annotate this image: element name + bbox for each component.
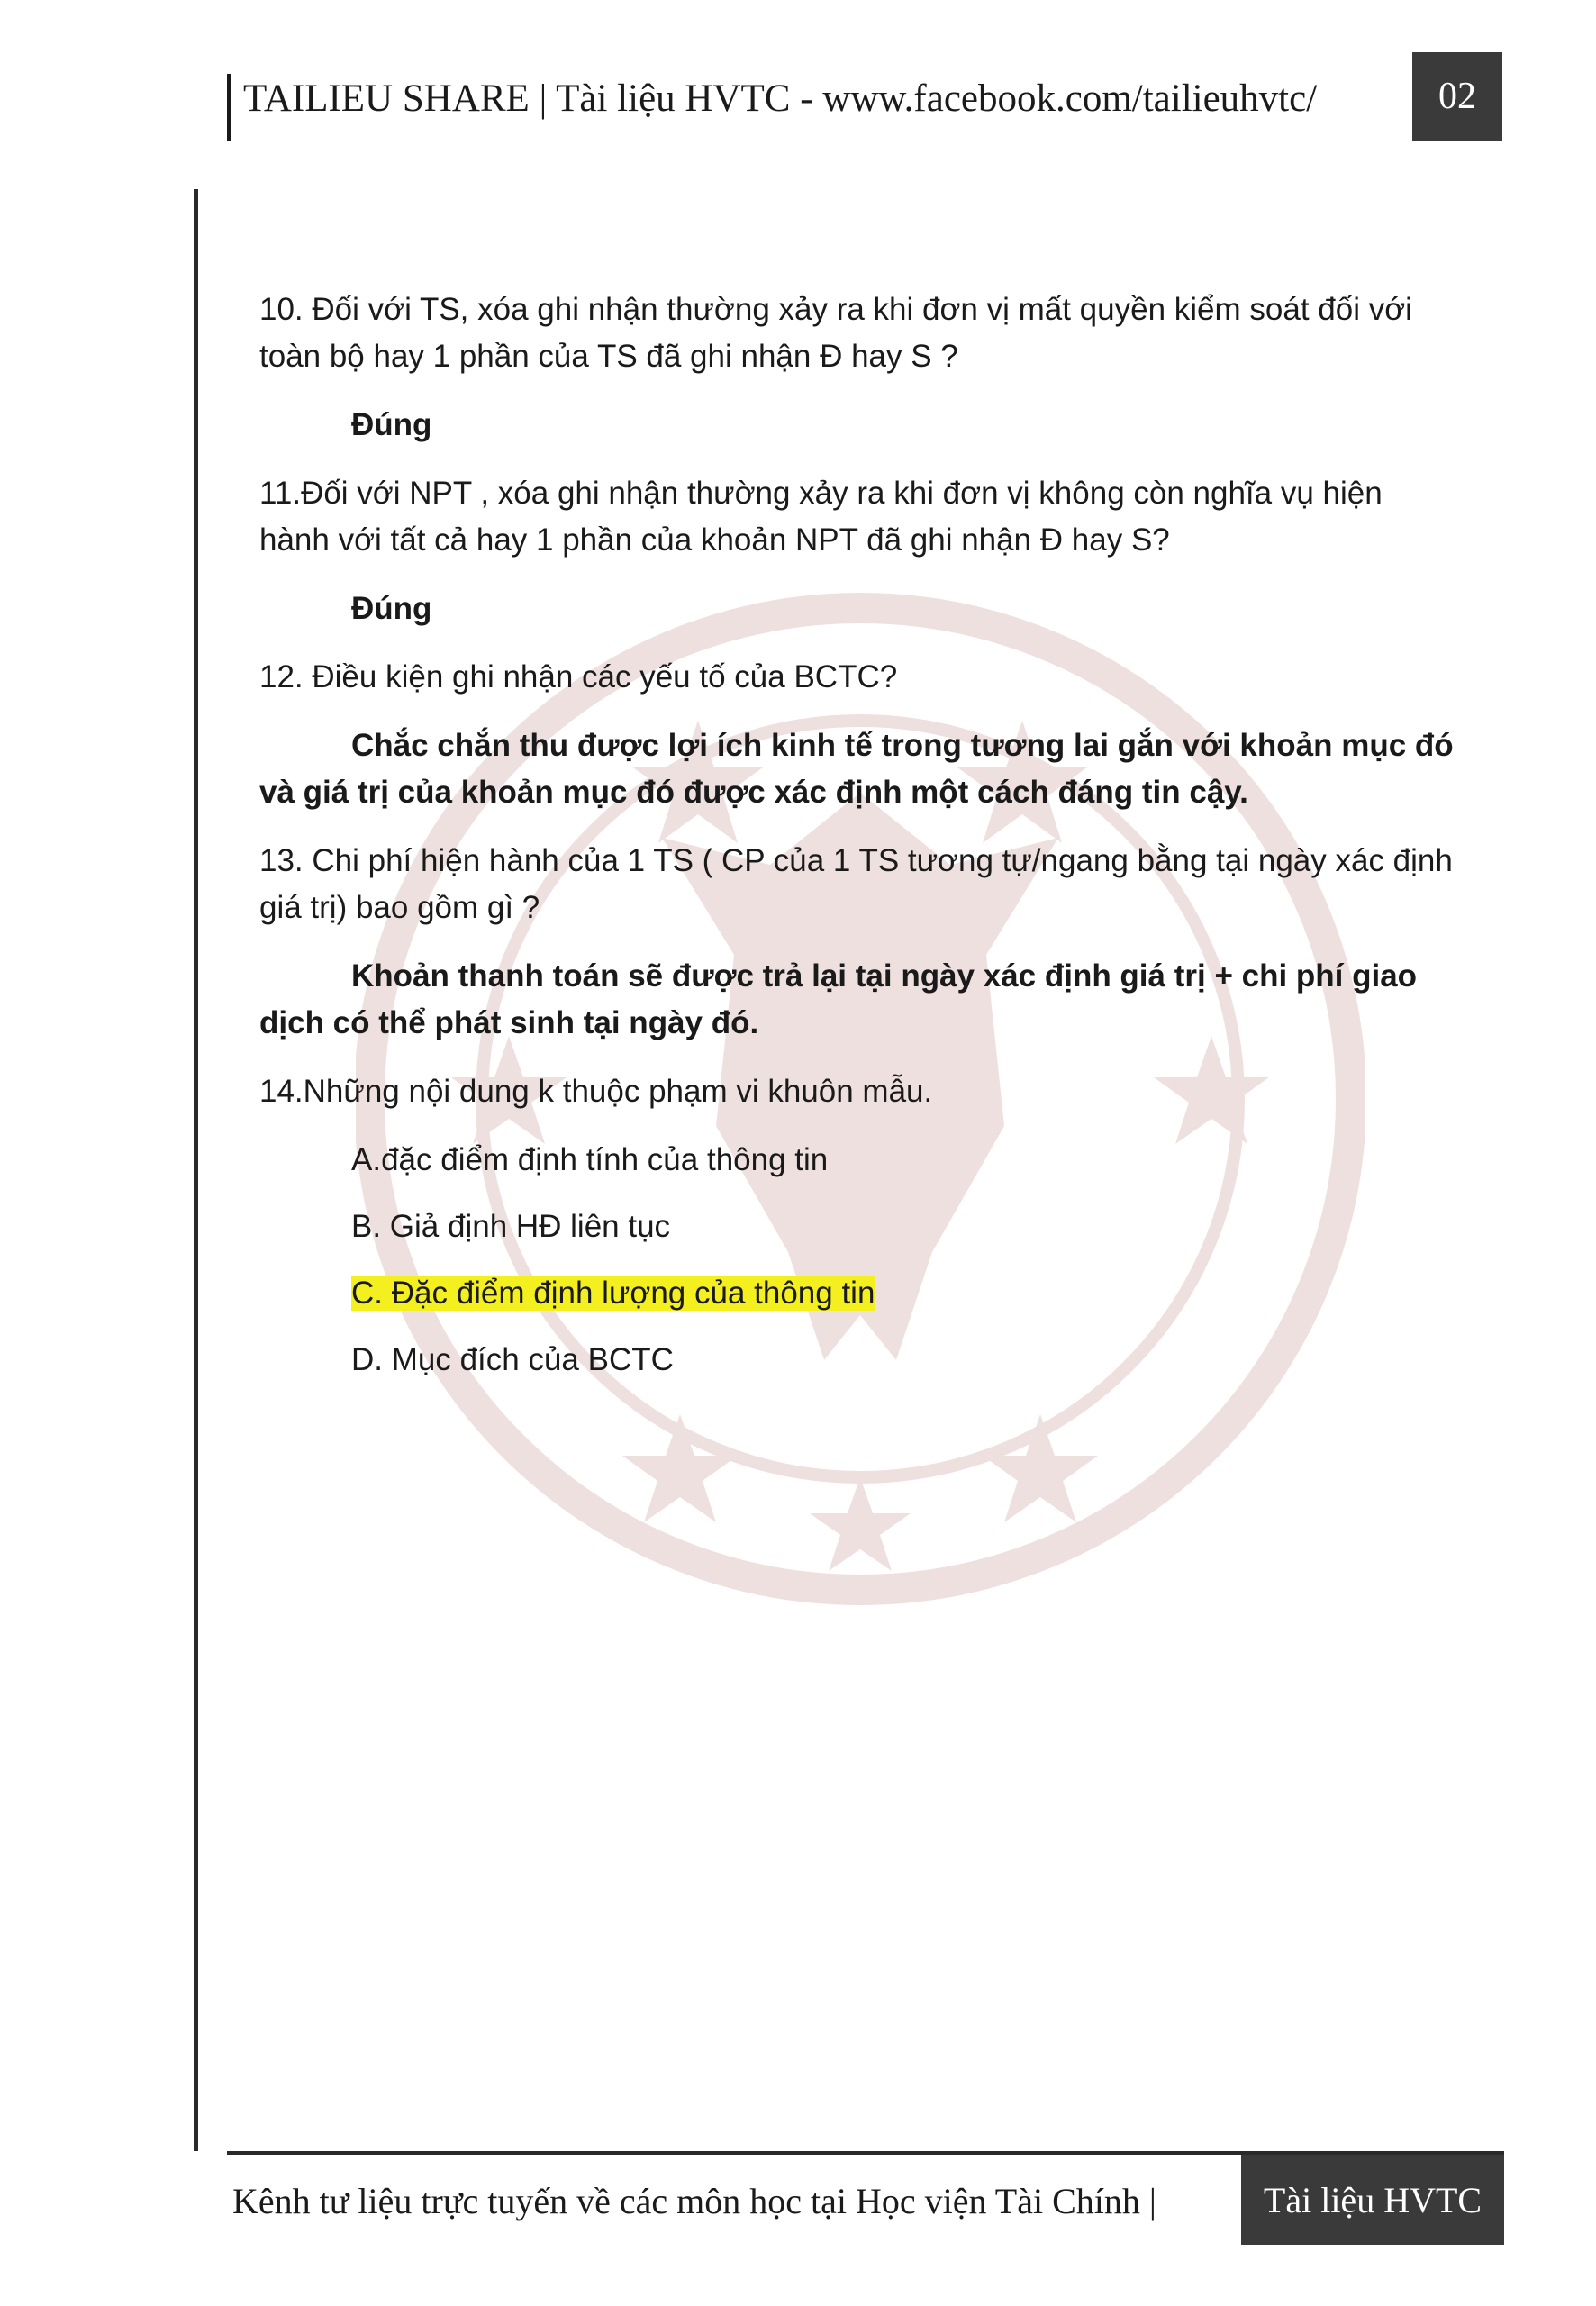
question-12: 12. Điều kiện ghi nhận các yếu tố của BCTC? bbox=[259, 659, 898, 695]
answer-13: Khoản thanh toán sẽ được trả lại tại ngày xác định giá trị + chi phí giao dịch có thể phát sinh tại ngày đó. bbox=[259, 958, 1418, 1040]
option-c-highlighted bbox=[351, 1270, 1457, 1317]
option-d-text: D. Mục đích của BCTC bbox=[351, 1342, 674, 1377]
answer-11: Đúng bbox=[351, 591, 432, 626]
answer-12: Chắc chắn thu được lợi ích kinh tế trong tương lai gắn với khoản mục đó và giá trị của khoản mục đó được xác định một cách đáng tin cậy. bbox=[259, 728, 1454, 810]
option-a-text: A.đặc điểm định tính của thông tin bbox=[351, 1142, 829, 1177]
option-b-text: B. Giả định HĐ liên tục bbox=[351, 1209, 671, 1244]
option-d bbox=[351, 1337, 1457, 1384]
header-title: TAILIEU SHARE | Tài liệu HVTC - www.facebook.com/tailieuhvtc/ bbox=[243, 77, 1318, 120]
left-margin-rule bbox=[194, 189, 198, 2151]
question-14: 14.Những nội dung k thuộc phạm vi khuôn mẫu. bbox=[259, 1074, 933, 1109]
header-accent-bar bbox=[227, 74, 231, 141]
question-13: 13. Chi phí hiện hành của 1 TS ( CP của 1 TS tương tự/ngang bằng tại ngày xác định giá trị) bao gồm gì ? bbox=[259, 843, 1453, 925]
question-11: 11.Đối với NPT , xóa ghi nhận thường xảy ra khi đơn vị không còn nghĩa vụ hiện hành với tất cả hay 1 phần của khoản NPT đã ghi nhận Đ hay S? bbox=[259, 476, 1383, 558]
footer-badge: Tài liệu HVTC bbox=[1241, 2155, 1504, 2245]
question-10: 10. Đối với TS, xóa ghi nhận thường xảy ra khi đơn vị mất quyền kiểm soát đối với toàn bộ hay 1 phần của TS đã ghi nhận Đ hay S ? bbox=[259, 292, 1412, 374]
footer-text: Kênh tư liệu trực tuyến về các môn học tại Học viện Tài Chính | bbox=[232, 2181, 1156, 2221]
option-a bbox=[351, 1137, 1457, 1184]
page-number: 02 bbox=[1412, 52, 1502, 141]
document-body bbox=[259, 286, 1457, 1403]
answer-10: Đúng bbox=[351, 407, 432, 442]
option-c-text: C. Đặc điểm định lượng của thông tin bbox=[351, 1276, 875, 1311]
option-b bbox=[351, 1203, 1457, 1250]
